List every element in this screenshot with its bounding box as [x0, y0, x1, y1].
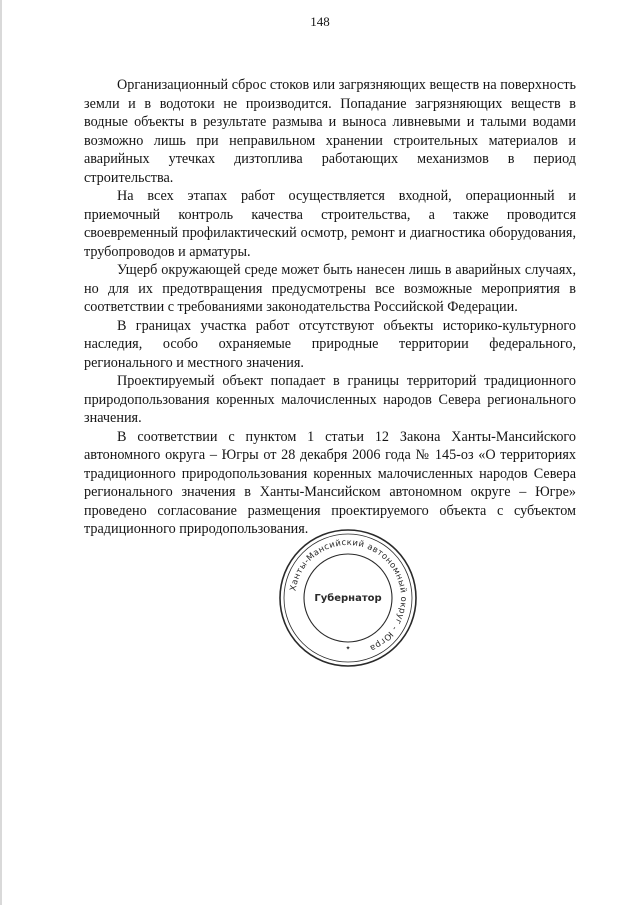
paragraph-pollution: Организационный сброс стоков или загрязняющих веществ на поверхность земли и в водотоки не производится. Попадание загрязняющих веществ в водные объекты в результате размыва и выноса ливневыми и талыми водами возможно лишь при неправильном хранении строительных материалов и аварийных утечках дизтоплива работающих механизмов в период строительства.: [84, 77, 576, 186]
paragraph-law: В соответствии с пунктом 1 статьи 12 Закона Ханты-Мансийского автономного округа – Югры от 28 декабря 2006 года № 145-оз «О территориях традиционного природопользования коренных малочисленных народов Севера регионального значения в Ханты-Мансийском автономном округе – Югре» проведено согласование размещения проектируемого объекта с субъектом традиционного природопользования.: [84, 428, 576, 537]
scan-edge: [0, 0, 2, 905]
stamp-center-text: Губернатор: [314, 593, 382, 604]
paragraph-heritage: В границах участка работ отсутствуют объекты историко-культурного наследия, особо охраняемые природные территории федерального, регионального и местного значения.: [84, 317, 576, 371]
governor-stamp: [277, 527, 419, 669]
page-number: 148: [310, 14, 330, 29]
paragraph-damage: Ущерб окружающей среде может быть нанесен лишь в аварийных случаях, но для их предотвращения предусмотрены все возможные мероприятия в соответствии с требованиями законодательства Российской Федерации.: [84, 262, 576, 315]
paragraph-territories: Проектируемый объект попадает в границы территорий традиционного природопользования коренных малочисленных народов Севера регионального значения.: [84, 373, 576, 426]
stamp-star-icon: ✦: [345, 645, 351, 652]
paragraph-quality-control: На всех этапах работ осуществляется входной, операционный и приемочный контроль качества строительства, а также проводится своевременный профилактический осмотр, ремонт и диагностика оборудования, трубопроводов и арматуры.: [84, 188, 576, 260]
stamp-ring-text: Ханты-Мансийский автономный округ - Югра: [288, 537, 409, 653]
body-text: [84, 76, 576, 539]
